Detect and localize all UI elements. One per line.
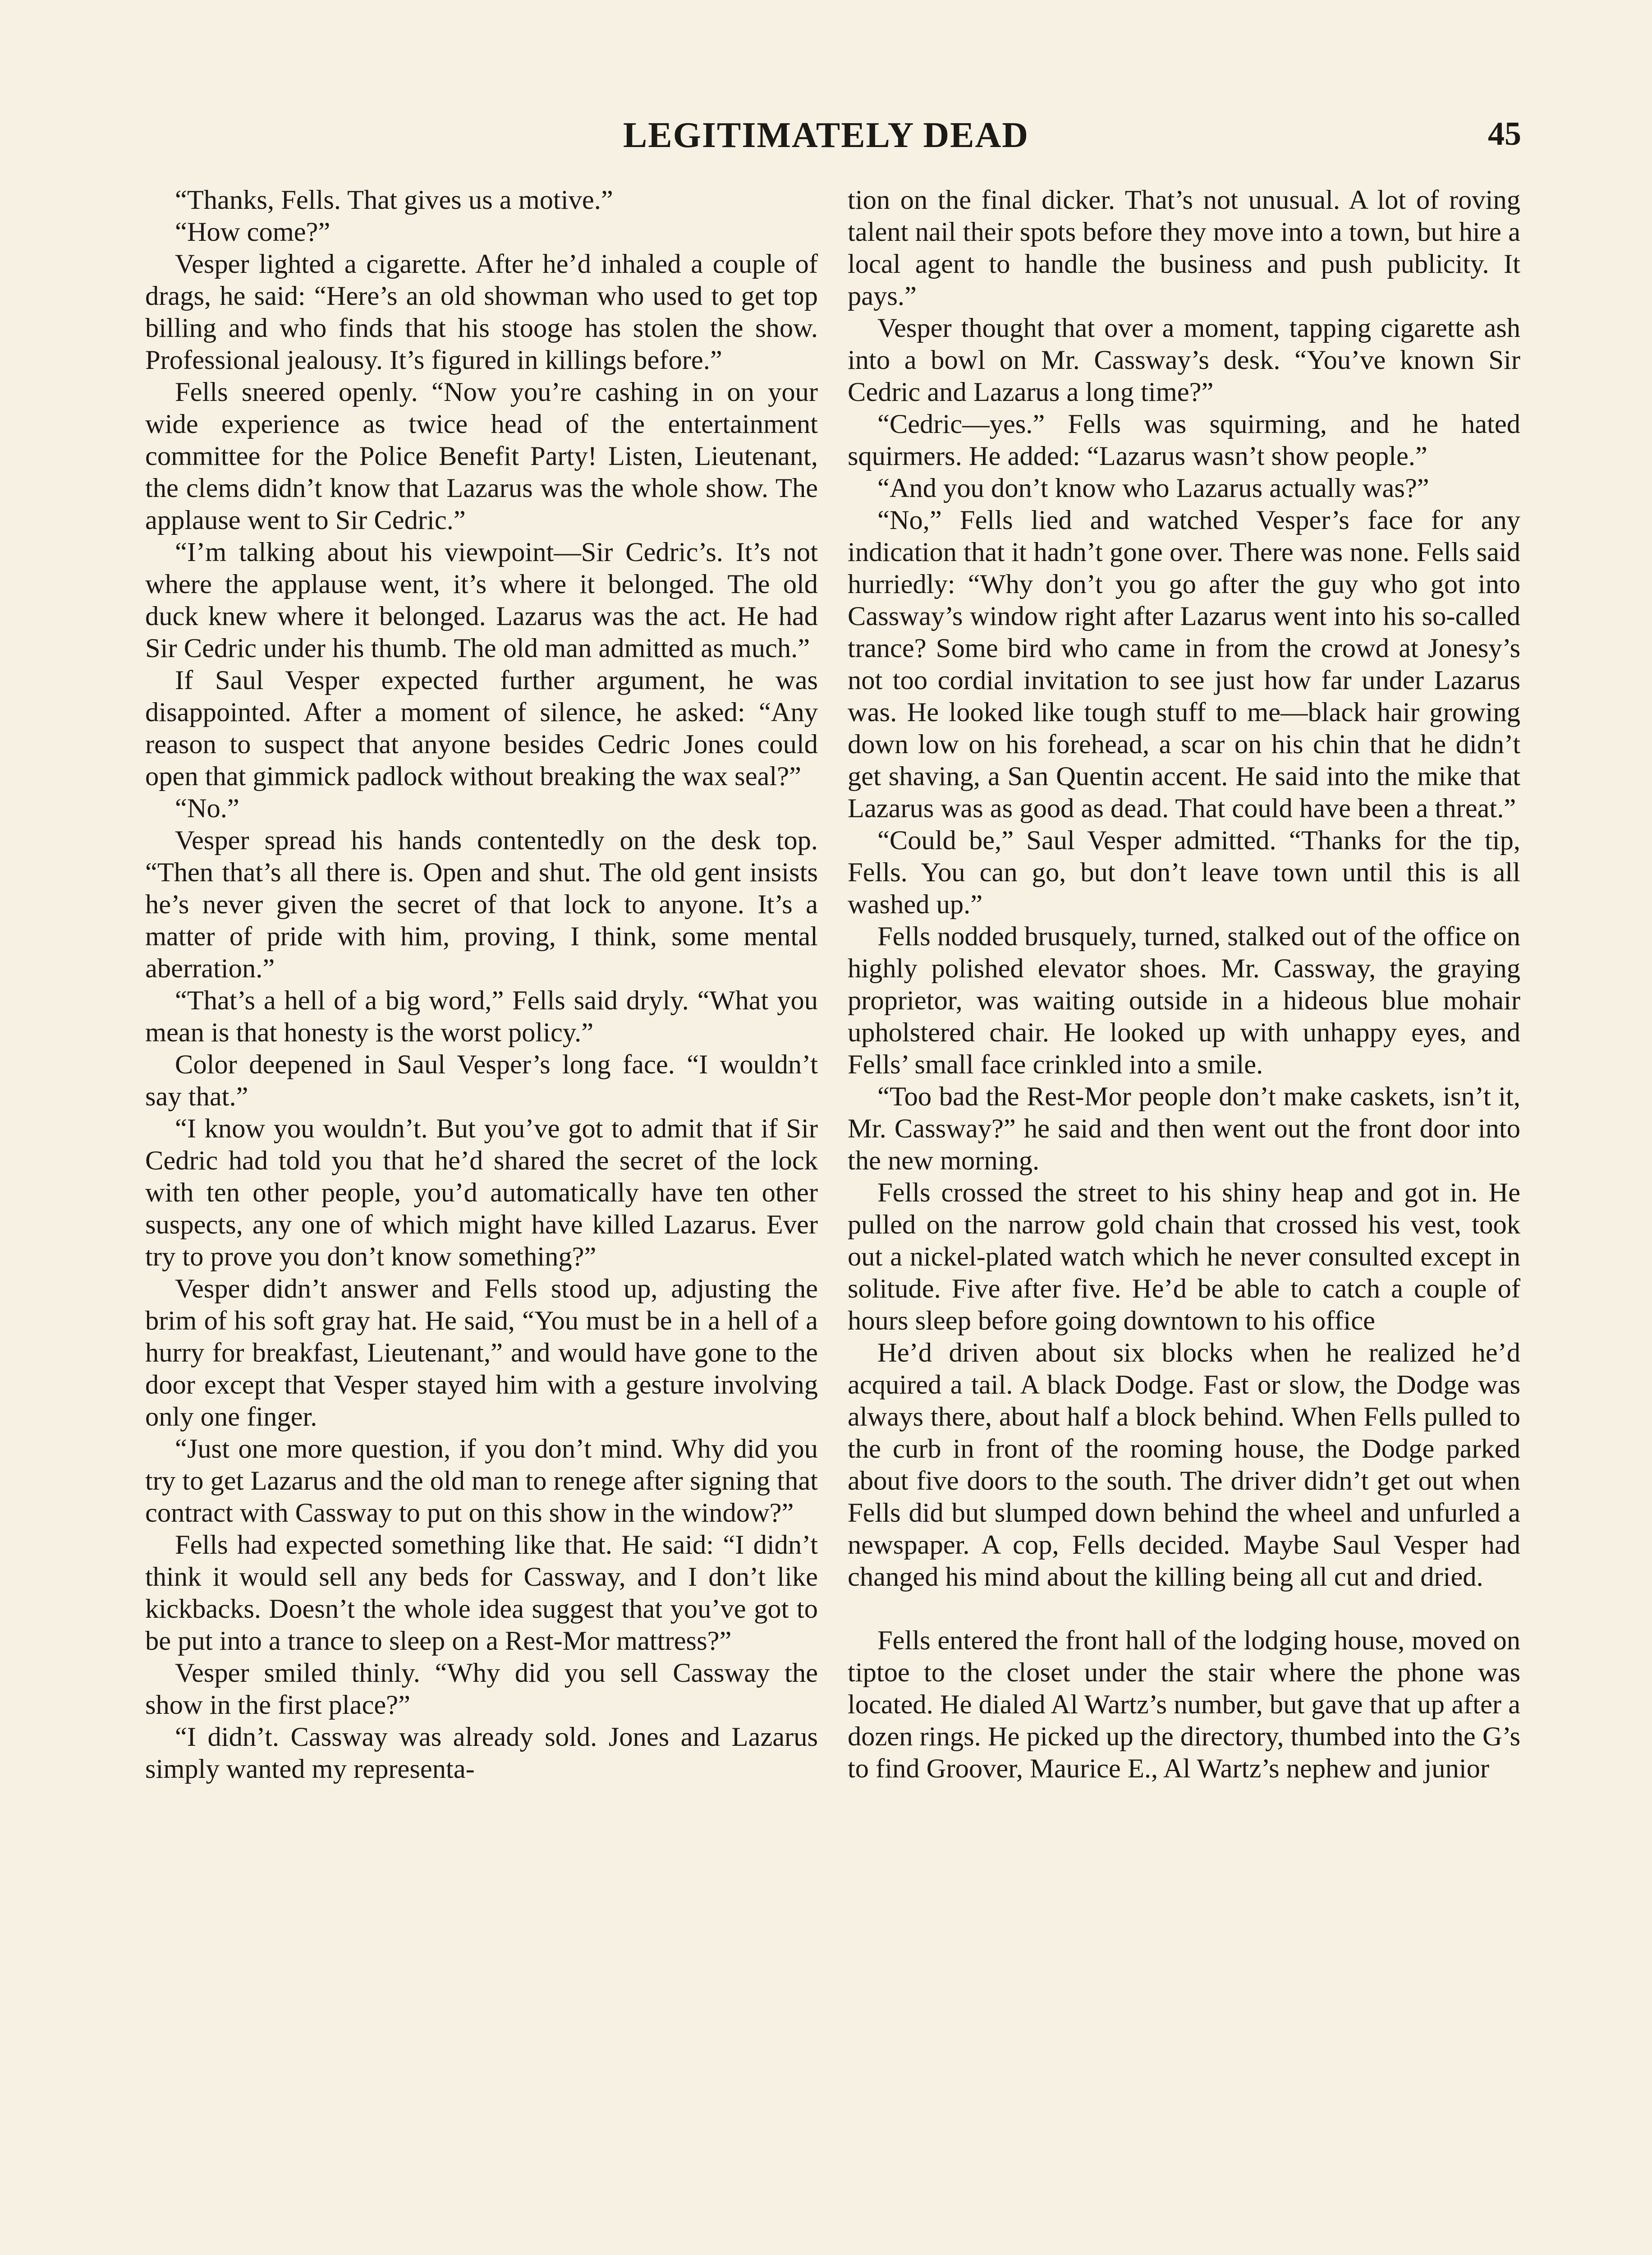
paragraph: “I know you wouldn’t. But you’ve got to admit that if Sir Cedric had told you that he’d shared the secret of the lock with ten other people, you’d automatically have ten other suspects, any one of which might have killed Lazarus. Ever try to prove you don’t know something?” bbox=[145, 1114, 818, 1272]
paragraph: “How come?” bbox=[175, 217, 330, 247]
paragraph: Fells had expected something like that. He said: “I didn’t think it would sell any beds for Cassway, and I don’t like kickbacks. Doesn’t the whole idea suggest that you’ve got to be put into a trance to sleep on a Rest-Mor mattress?” bbox=[145, 1530, 818, 1656]
paragraph: Vesper spread his hands contentedly on the desk top. “Then that’s all there is. Open and shut. The old gent insists he’s never given the secret of that lock to anyone. It’s a matter of pride with him, proving, I think, some mental aberration.” bbox=[145, 825, 818, 984]
paragraph: “I’m talking about his viewpoint—Sir Cedric’s. It’s not where the applause went, it’s where it belonged. The old duck knew where it belonged. Lazarus was the act. He had Sir Cedric under his thumb. The old man admitted as much.” bbox=[145, 537, 818, 663]
paragraph: “And you don’t know who Lazarus actually was?” bbox=[877, 473, 1429, 503]
paragraph: Vesper smiled thinly. “Why did you sell Cassway the show in the first place?” bbox=[145, 1658, 818, 1720]
page-header bbox=[0, 115, 1652, 165]
paragraph: “That’s a hell of a big word,” Fells said dryly. “What you mean is that honesty is the worst policy.” bbox=[145, 985, 818, 1048]
paragraph: Vesper lighted a cigarette. After he’d inhaled a couple of drags, he said: “Here’s an old showman who used to get top billing and who finds that his stooge has stolen the show. Professional jealousy. It’s figured in killings before.” bbox=[145, 249, 818, 375]
paragraph: Fells entered the front hall of the lodging house, moved on tiptoe to the closet under the stair where the phone was located. He dialed Al Wartz’s number, but gave that up after a dozen rings. He picked up the directory, thumbed into the G’s to find Groover, Maurice E., Al Wartz’s nephew and junior bbox=[848, 1625, 1520, 1784]
paragraph: Fells nodded brusquely, turned, stalked out of the office on highly polished elevator shoes. Mr. Cassway, the graying proprietor, was waiting outside in a hideous blue mohair upholstered chair. He looked up with unhappy eyes, and Fells’ small face crinkled into a smile. bbox=[848, 921, 1520, 1080]
paragraph: “No.” bbox=[175, 793, 239, 824]
paragraph: If Saul Vesper expected further argument, he was disappointed. After a moment of silence, he asked: “Any reason to suspect that anyone besides Cedric Jones could open that gimmick padlock without breaking the wax seal?” bbox=[145, 665, 818, 792]
paragraph: “Cedric—yes.” Fells was squirming, and he hated squirmers. He added: “Lazarus wasn’t show people.” bbox=[848, 409, 1520, 471]
paragraph: “Just one more question, if you don’t mind. Why did you try to get Lazarus and the old man to renege after signing that contract with Cassway to put on this show in the window?” bbox=[145, 1434, 818, 1528]
paragraph: “No,” Fells lied and watched Vesper’s face for any indication that it hadn’t gone over. There was none. Fells said hurriedly: “Why don’t you go after the guy who got into Cassway’s window right after Lazarus went into his so-called trance? Some bird who came in from the crowd at Jonesy’s not too cordial invitation to see just how far under Lazarus was. He looked like tough stuff to me—black hair growing down low on his forehead, a scar on his chin that he didn’t get shaving, a San Quentin accent. He said into the mike that Lazarus was as good as dead. That could have been a threat.” bbox=[848, 505, 1520, 824]
paragraph: “I didn’t. Cassway was already sold. Jones and Lazarus simply wanted my representa- bbox=[145, 1722, 818, 1784]
paragraph: tion on the final dicker. That’s not unusual. A lot of roving talent nail their spots before they move into a town, but hire a local agent to handle the business and push publicity. It pays.” bbox=[848, 185, 1520, 311]
paragraph: Vesper didn’t answer and Fells stood up, adjusting the brim of his soft gray hat. He said, “You must be in a hell of a hurry for breakfast, Lieutenant,” and would have gone to the door except that Vesper stayed him with a gesture involving only one finger. bbox=[145, 1274, 818, 1432]
paragraph: Color deepened in Saul Vesper’s long face. “I wouldn’t say that.” bbox=[145, 1049, 818, 1112]
left-column bbox=[145, 184, 818, 1785]
running-title: LEGITIMATELY DEAD bbox=[623, 115, 1029, 155]
paragraph: Fells crossed the street to his shiny heap and got in. He pulled on the narrow gold chain that crossed his vest, took out a nickel-plated watch which he never consulted except in solitude. Five after five. He’d be able to catch a couple of hours sleep before going downtown to his office bbox=[848, 1178, 1520, 1336]
paragraph: Fells sneered openly. “Now you’re cashing in on your wide experience as twice head of the entertainment committee for the Police Benefit Party! Listen, Lieutenant, the clems didn’t know that Lazarus was the whole show. The applause went to Sir Cedric.” bbox=[145, 377, 818, 535]
page-number: 45 bbox=[1488, 115, 1521, 152]
paragraph: Vesper thought that over a moment, tapping cigarette ash into a bowl on Mr. Cassway’s desk. “You’ve known Sir Cedric and Lazarus a long time?” bbox=[848, 313, 1520, 407]
paragraph: “Could be,” Saul Vesper admitted. “Thanks for the tip, Fells. You can go, but don’t leave town until this is all washed up.” bbox=[848, 825, 1520, 920]
right-column bbox=[848, 184, 1520, 1785]
paragraph: “Thanks, Fells. That gives us a motive.” bbox=[175, 185, 613, 215]
paragraph: He’d driven about six blocks when he realized he’d acquired a tail. A black Dodge. Fast or slow, the Dodge was always there, about half a block behind. When Fells pulled to the curb in front of the rooming house, the Dodge parked about five doors to the south. The driver didn’t get out when Fells did but slumped down behind the wheel and unfurled a newspaper. A cop, Fells decided. Maybe Saul Vesper had changed his mind about the killing being all cut and dried. bbox=[848, 1338, 1520, 1592]
paragraph: “Too bad the Rest-Mor people don’t make caskets, isn’t it, Mr. Cassway?” he said and then went out the front door into the new morning. bbox=[848, 1081, 1520, 1176]
